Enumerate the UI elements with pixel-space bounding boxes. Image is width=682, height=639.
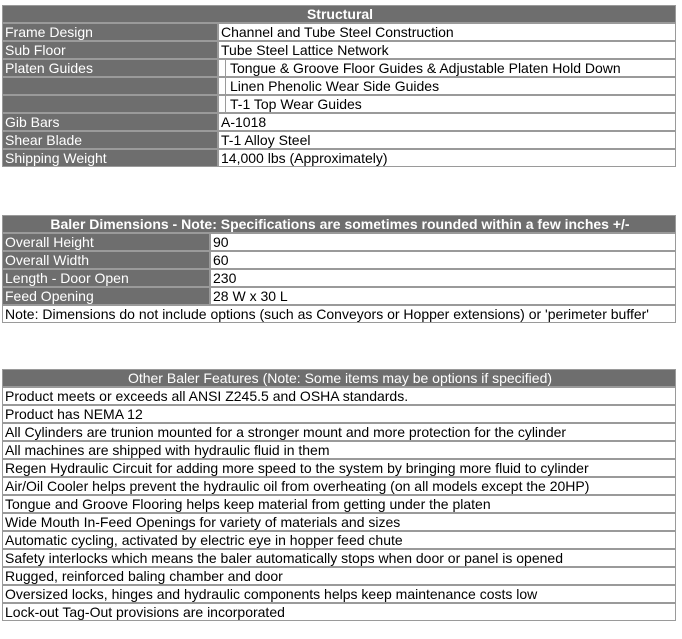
feature-item: Product has NEMA 12 <box>2 405 676 423</box>
table-row <box>2 251 676 269</box>
feature-item: Regen Hydraulic Circuit for adding more speed to the system by bringing more fluid to cylinder <box>2 459 676 477</box>
feature-item: Product meets or exceeds all ANSI Z245.5 and OSHA standards. <box>2 387 676 405</box>
row-label: Overall Width <box>2 251 210 269</box>
row-label: Overall Height <box>2 233 210 251</box>
row-label <box>2 95 218 113</box>
dimensions-table <box>2 215 676 323</box>
row-label: Shipping Weight <box>2 149 218 167</box>
table-row <box>2 95 676 113</box>
row-value: Channel and Tube Steel Construction <box>218 23 676 41</box>
structural-title: Structural <box>2 5 676 23</box>
row-label: Platen Guides <box>2 59 218 77</box>
row-label: Shear Blade <box>2 131 218 149</box>
table-row <box>2 59 676 77</box>
dimensions-title: Baler Dimensions - Note: Specifications are sometimes rounded within a few inches +/- <box>2 215 676 233</box>
table-row <box>2 233 676 251</box>
feature-item: Oversized locks, hinges and hydraulic components helps keep maintenance costs low <box>2 585 676 603</box>
table-row <box>2 113 676 131</box>
row-value: Tongue & Groove Floor Guides & Adjustable Platen Hold Down <box>225 60 621 76</box>
row-label: Feed Opening <box>2 287 210 305</box>
row-value: A-1018 <box>218 113 676 131</box>
features-table <box>2 369 676 621</box>
row-label: Gib Bars <box>2 113 218 131</box>
features-title: Other Baler Features (Note: Some items may be options if specified) <box>2 369 676 387</box>
feature-item: Rugged, reinforced baling chamber and door <box>2 567 676 585</box>
feature-item: All machines are shipped with hydraulic fluid in them <box>2 441 676 459</box>
table-row <box>2 77 676 95</box>
row-label: Length - Door Open <box>2 269 210 287</box>
feature-item: Lock-out Tag-Out provisions are incorporated <box>2 603 676 621</box>
dimensions-note: Note: Dimensions do not include options (such as Conveyors or Hopper extensions) or 'perimeter buffer' <box>2 305 676 323</box>
feature-item: Automatic cycling, activated by electric eye in hopper feed chute <box>2 531 676 549</box>
row-value: 60 <box>210 251 676 269</box>
row-value: 14,000 lbs (Approximately) <box>218 149 676 167</box>
row-value: 230 <box>210 269 676 287</box>
row-label <box>2 77 218 95</box>
feature-item: Wide Mouth In-Feed Openings for variety of materials and sizes <box>2 513 676 531</box>
row-value: 90 <box>210 233 676 251</box>
feature-item: Tongue and Groove Flooring helps keep material from getting under the platen <box>2 495 676 513</box>
table-row <box>2 41 676 59</box>
row-value: Tube Steel Lattice Network <box>218 41 676 59</box>
row-value: T-1 Alloy Steel <box>218 131 676 149</box>
row-value: T-1 Top Wear Guides <box>225 96 362 112</box>
row-value: 28 W x 30 L <box>210 287 676 305</box>
table-row <box>2 149 676 167</box>
table-row <box>2 269 676 287</box>
feature-item: Safety interlocks which means the baler automatically stops when door or panel is opened <box>2 549 676 567</box>
table-row <box>2 23 676 41</box>
row-value: Linen Phenolic Wear Side Guides <box>225 78 439 94</box>
row-label: Sub Floor <box>2 41 218 59</box>
table-row <box>2 131 676 149</box>
row-label: Frame Design <box>2 23 218 41</box>
structural-table <box>2 5 676 167</box>
feature-item: All Cylinders are trunion mounted for a stronger mount and more protection for the cylinder <box>2 423 676 441</box>
feature-item: Air/Oil Cooler helps prevent the hydraulic oil from overheating (on all models except the 20HP) <box>2 477 676 495</box>
table-row <box>2 287 676 305</box>
